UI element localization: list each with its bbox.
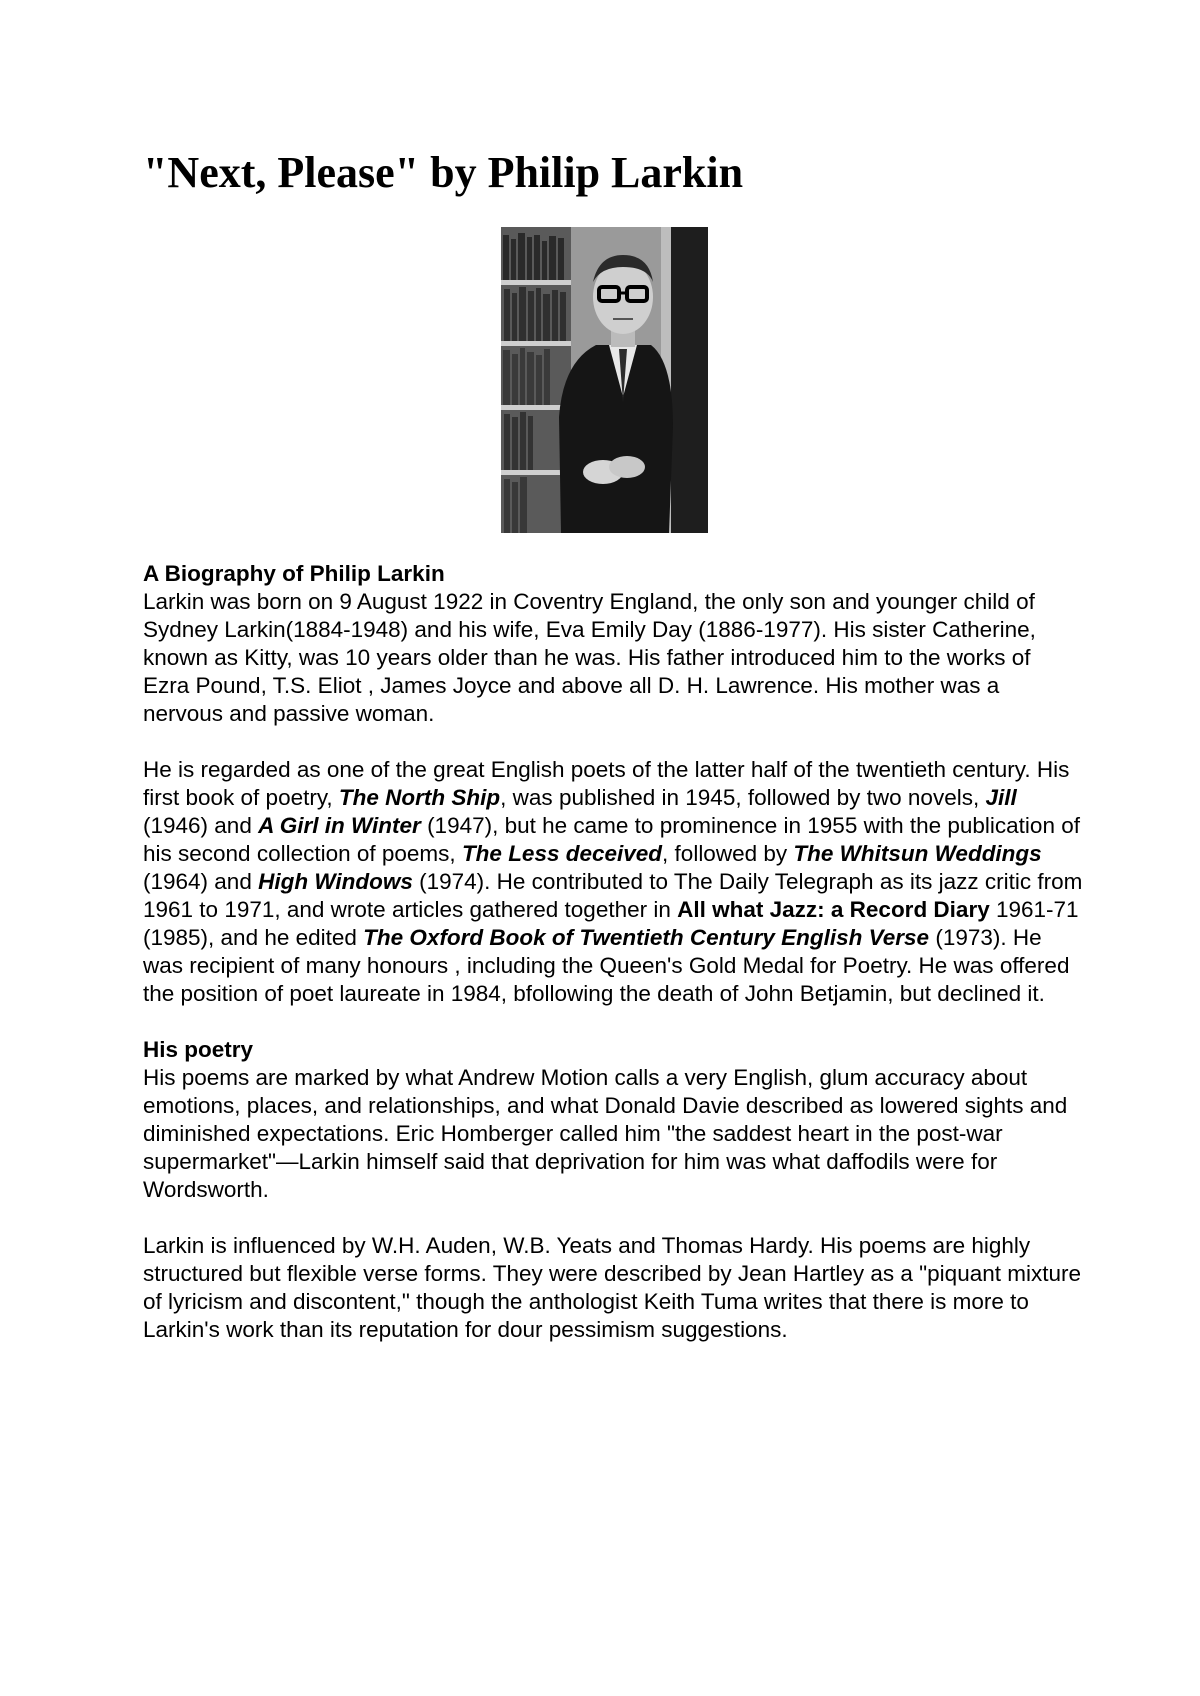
biography-paragraph-2: He is regarded as one of the great English poets of the latter half of the twentieth century. His first book of poetry, The North Ship, was published in 1945, followed by two novels, Jill (1946) and A Girl in Winter (1947), but he came to prominence in 1955 with the publication of his second collection of poems, The Less deceived, followed by The Whitsun Weddings (1964) and High Windows (1974). He contributed to The Daily Telegraph as its jazz critic from 1961 to 1971, and wrote articles gathered together in All what Jazz: a Record Diary 1961-71 (1985), and he edited The Oxford Book of Twentieth Century English Verse (1973). He was recipient of many honours , including the Queen's Gold Medal for Poetry. He was offered the position of poet laureate in 1984, bfollowing the death of John Betjamin, but declined it. xyxy=(143,757,1083,1006)
page-title: "Next, Please" by Philip Larkin xyxy=(143,148,744,197)
section-heading-biography: A Biography of Philip Larkin xyxy=(143,561,445,586)
poetry-paragraph-2: Larkin is influenced by W.H. Auden, W.B. Yeats and Thomas Hardy. His poems are highly structured but flexible verse forms. They were described by Jean Hartley as a "piquant mixture of lyricism and discontent," though the anthologist Keith Tuma writes that there is more to Larkin's work than its reputation for dour pessimism suggestions. xyxy=(143,1233,1082,1342)
biography-paragraph-1: Larkin was born on 9 August 1922 in Coventry England, the only son and younger child of Sydney Larkin(1884-1948) and his wife, Eva Emily Day (1886-1977). His sister Catherine, known as Kitty, was 10 years older than he was. His father introduced him to the works of Ezra Pound, T.S. Eliot , James Joyce and above all D. H. Lawrence. His mother was a nervous and passive woman. xyxy=(143,589,1036,726)
book-title: The Whitsun Weddings xyxy=(793,841,1042,866)
book-title: The North Ship xyxy=(338,785,501,810)
poetry-paragraph-1: His poems are marked by what Andrew Motion calls a very English, glum accuracy about emotions, places, and relationships, and what Donald Davie described as lowered sights and diminished expectations. Eric Homberger called him "the saddest heart in the post-war supermarket"—Larkin himself said that deprivation for him was what daffodils were for Wordsworth. xyxy=(143,1065,1068,1202)
book-title: All what Jazz: a Record Diary xyxy=(677,897,990,922)
book-title: Jill xyxy=(985,785,1017,810)
book-title: The Less deceived xyxy=(461,841,663,866)
book-title: High Windows xyxy=(258,869,413,894)
book-title: A Girl in Winter xyxy=(258,813,421,838)
book-title: The Oxford Book of Twentieth Century English Verse xyxy=(363,925,930,950)
portrait-photo xyxy=(501,227,708,533)
article-body xyxy=(143,560,1083,1344)
section-heading-poetry: His poetry xyxy=(143,1037,254,1062)
